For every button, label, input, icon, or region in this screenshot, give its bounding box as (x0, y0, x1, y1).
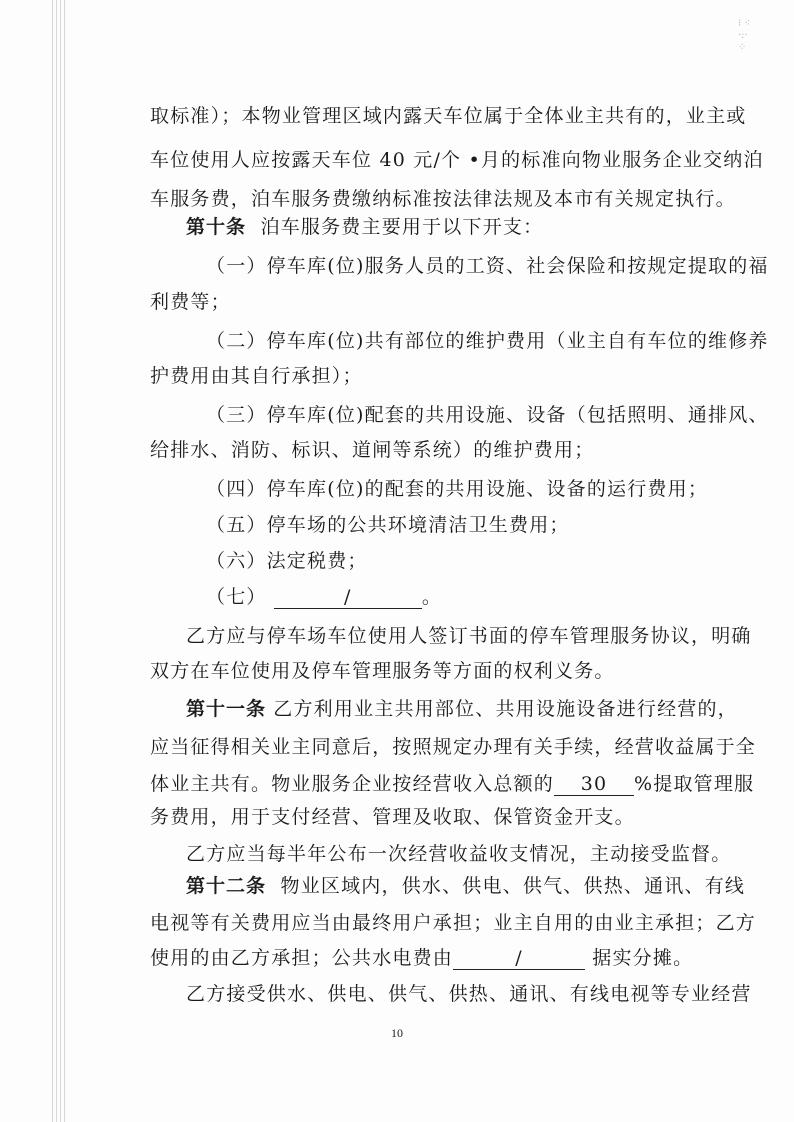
item-7-blank: / (274, 586, 422, 609)
item-7-end: 。 (421, 586, 443, 608)
article-12-line (186, 874, 770, 898)
text-line: 车位使用人应按露天车位 40 元/个 •月的标准向物业服务企业交纳泊 (150, 149, 764, 171)
text-line: （二）停车库(位)共有部位的维护费用（业主自有车位的维修养 (206, 330, 769, 352)
text-line: 乙方应与停车场车位使用人签订书面的停车管理服务协议，明确 (186, 625, 752, 647)
percent-line (150, 772, 770, 796)
text-line: 给排水、消防、标识、道闸等系统）的维护费用； (150, 439, 595, 461)
text-line: 乙方接受供水、供电、供气、供热、通讯、有线电视等专业经营 (186, 983, 752, 1005)
text-line: 应当征得相关业主同意后，按照规定办理有关手续，经营收益属于全 (150, 736, 757, 758)
item-7-line (206, 585, 770, 609)
text-line: 车服务费，泊车服务费缴纳标准按法律法规及本市有关规定执行。 (150, 188, 736, 210)
page-edge (56, 0, 57, 1122)
text-line: （一）停车库(位)服务人员的工资、社会保险和按规定提取的福 (206, 255, 769, 277)
page-edge (60, 0, 61, 1122)
article-11-heading: 第十一条 (186, 698, 267, 720)
text-line: （五）停车场的公共环境清洁卫生费用； (206, 514, 570, 536)
text-line: %提取管理服 (634, 773, 755, 795)
text-line: 务费用，用于支付经营、管理及收取、保管资金开支。 (150, 806, 635, 828)
article-12-heading: 第十二条 (186, 875, 267, 897)
text-line: 泊车服务费主要用于以下开支： (260, 216, 544, 238)
page-number: 10 (391, 1026, 403, 1040)
corner-stamp-mark: ⁝ ⁖ ·:· ⁘ (738, 18, 751, 53)
text-line: 乙方应当每半年公布一次经营收益收支情况，主动接受监督。 (186, 843, 732, 865)
page-edge (64, 0, 65, 1122)
article-11-line (186, 697, 770, 721)
text-line: 物业区域内，供水、供电、供气、供热、通讯、有线 (280, 875, 746, 897)
utility-line (150, 946, 770, 970)
article-10-line (186, 215, 770, 239)
text-line: 双方在车位使用及停车管理服务等方面的权利义务。 (150, 660, 615, 682)
text-line: 乙方利用业主共用部位、共用设施设备进行经营的， (273, 698, 738, 720)
text-line: （四）停车库(位)的配套的共用设施、设备的运行费用； (206, 478, 709, 500)
text-line: 体业主共有。物业服务企业按经营收入总额的 (150, 773, 555, 795)
text-line: 取标准）；本物业管理区域内露天车位属于全体业主共有的，业主或 (150, 105, 747, 127)
item-7-label: （七） (206, 586, 267, 608)
text-line: 使用的由乙方承担；公共水电费由 (150, 947, 454, 969)
page-edge (52, 0, 53, 1122)
text-line: 利费等； (150, 291, 231, 313)
text-line: （六）法定税费； (206, 550, 368, 572)
text-line: （三）停车库(位)配套的共用设施、设备（包括照明、通排风、 (206, 404, 769, 426)
text-line: 护费用由其自行承担）； (150, 365, 363, 387)
percent-blank: 30 (554, 773, 634, 796)
utility-blank: / (453, 947, 585, 970)
text-line: 电视等有关费用应当由最终用户承担；业主自用的由业主承担；乙方 (150, 912, 757, 934)
text-line: 据实分摊。 (592, 947, 694, 969)
article-10-heading: 第十条 (186, 216, 247, 238)
